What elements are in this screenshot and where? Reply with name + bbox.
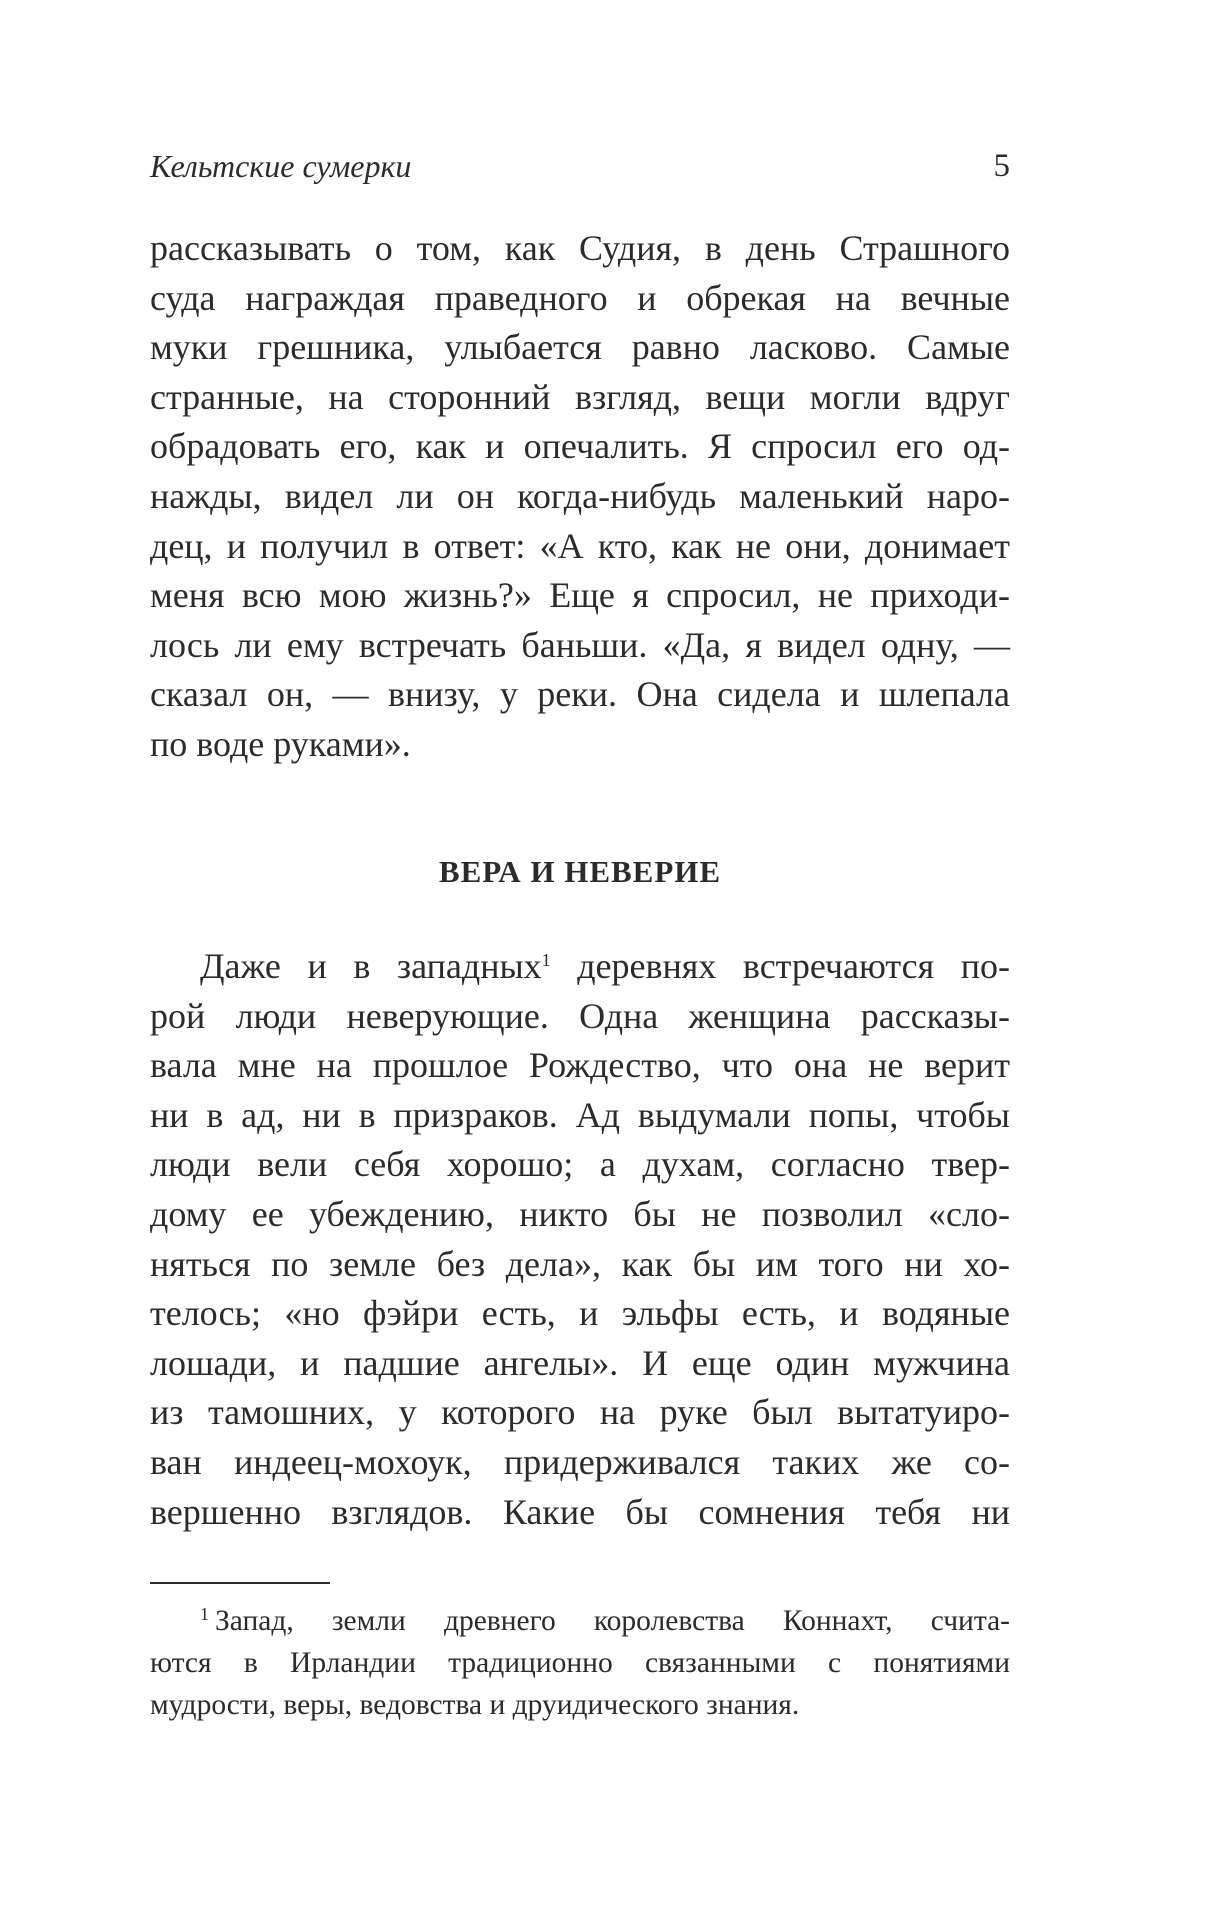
text-fragment: деревнях встречаются по- xyxy=(550,946,1010,986)
text-line: по воде руками». xyxy=(150,723,411,764)
text-line: из тамошних, у которого на руке был вытатуиро- xyxy=(150,1392,1010,1433)
text-line: сказал он, — внизу, у реки. Она сидела и шлепала xyxy=(150,674,1010,715)
text-line: муки грешника, улыбается равно ласково. Самые xyxy=(150,327,1010,368)
text-line: нажды, видел ли он когда-нибудь маленький наро- xyxy=(150,475,1010,516)
page-number: 5 xyxy=(993,148,1010,184)
text-line-first xyxy=(150,942,1010,992)
text-line: вала мне на прошлое Рождество, что она не верит xyxy=(150,1045,1010,1086)
footnote-divider xyxy=(150,1582,330,1584)
text-line: лось ли ему встречать баньши. «Да, я видел одну, — xyxy=(150,624,1010,665)
text-line: дец, и получил в ответ: «А кто, как не они, донимает xyxy=(150,525,1010,566)
text-line: рой люди неверующие. Одна женщина рассказы- xyxy=(150,995,1010,1036)
text-line: вершенно взглядов. Какие бы сомнения тебя ни xyxy=(150,1491,1010,1532)
footnote-line: ются в Ирландии традиционно связанными с понятиями xyxy=(150,1647,1010,1679)
text-line: ван индеец-мохоук, придерживался таких же со- xyxy=(150,1441,1010,1482)
text-line: лошади, и падшие ангелы». И еще один мужчина xyxy=(150,1342,1010,1383)
text-line: меня всю мою жизнь?» Еще я спросил, не приходи- xyxy=(150,575,1010,616)
footnote-line-first xyxy=(150,1600,1010,1642)
paragraph xyxy=(150,942,1010,1537)
text-line: дому ее убеждению, никто бы не позволил «сло- xyxy=(150,1193,1010,1234)
text-line: странные, на сторонний взгляд, вещи могли вдруг xyxy=(150,376,1010,417)
text-line: люди вели себя хорошо; а духам, согласно твер- xyxy=(150,1144,1010,1185)
text-line: обрадовать его, как и опечалить. Я спросил его од- xyxy=(150,426,1010,467)
footnote xyxy=(150,1600,1010,1726)
footnote-reference: 1 xyxy=(541,950,551,970)
text-line: суда награждая праведного и обрекая на вечные xyxy=(150,277,1010,318)
footnote-line: мудрости, веры, ведовства и друидического знания. xyxy=(150,1689,800,1721)
footnote-text: Запад, земли древнего королевства Коннахт, счита- xyxy=(215,1605,1010,1637)
text-line: няться по земле без дела», как бы им того ни хо- xyxy=(150,1243,1010,1284)
text-line: ни в ад, ни в призраков. Ад выдумали попы, чтобы xyxy=(150,1094,1010,1135)
running-title: Кельтские сумерки xyxy=(150,148,412,184)
section-heading: ВЕРА И НЕВЕРИЕ xyxy=(438,854,722,889)
paragraph-continued xyxy=(150,224,1010,770)
footnote-mark: 1 xyxy=(200,1604,209,1624)
text-line: телось; «но фэйри есть, и эльфы есть, и водяные xyxy=(150,1293,1010,1334)
running-head xyxy=(150,146,1010,186)
text-line: рассказывать о том, как Судия, в день Страшного xyxy=(150,228,1010,268)
text-fragment: Даже и в западных xyxy=(200,946,542,986)
